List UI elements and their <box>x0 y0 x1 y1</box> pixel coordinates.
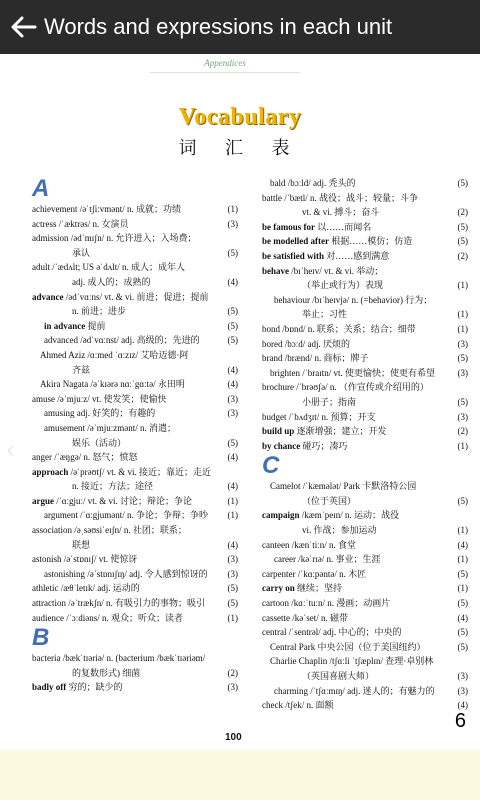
vocab-unit-number: (1) <box>227 612 238 623</box>
vocab-unit-number: (2) <box>457 426 468 437</box>
vocab-entry-text: （英国喜剧大师） <box>302 671 375 681</box>
vocab-entry <box>262 322 468 337</box>
vocab-entry <box>262 220 468 235</box>
page-number: 100 <box>225 732 242 743</box>
vocab-entry <box>32 611 238 626</box>
vocab-unit-number: (5) <box>227 437 238 448</box>
vocab-entry-text: （位于英国） <box>302 495 357 506</box>
vocab-unit-number: (5) <box>457 396 468 407</box>
vocab-unit-number: (5) <box>227 306 238 317</box>
vocab-entry <box>32 494 238 509</box>
vocab-entry <box>32 304 238 319</box>
vocab-entry <box>262 654 468 669</box>
vocab-entry <box>32 377 238 392</box>
vocab-entry-text: Charlie Chaplin /tʃɑːli ˈtʃæplɪn/ 查理·卓别林 <box>270 656 434 667</box>
vocab-unit-number: (1) <box>227 204 238 214</box>
vocab-unit-number: (3) <box>227 218 238 229</box>
vocab-entry <box>32 552 238 567</box>
vocab-unit-number: (1) <box>457 323 468 334</box>
vocab-entry-text: 娱乐（活动） <box>72 437 127 448</box>
vocab-unit-number: (4) <box>227 481 238 492</box>
vocab-entry-text: 齐兹 <box>72 364 91 375</box>
vocab-entry-text: behave /bɪˈheɪv/ vt. & vi. 举动； <box>262 265 384 276</box>
vocab-entry <box>32 217 238 232</box>
vocab-unit-number: (1) <box>457 554 468 565</box>
vocab-unit-number: (1) <box>457 525 468 536</box>
vocab-entry <box>262 410 468 425</box>
vocab-entry <box>262 596 468 611</box>
vocab-entry <box>32 450 238 465</box>
vocab-entry-text: （举止或行为）表现 <box>302 280 384 291</box>
vocab-unit-number: (3) <box>227 554 238 565</box>
vocab-unit-number: (5) <box>457 627 468 638</box>
vocab-entry-text: argue /ˈɑːgjuː/ vt. & vi. 讨论；辩论；争论 <box>32 495 192 506</box>
vocab-entry-text: n. 前进；进步 <box>72 306 127 317</box>
vocab-entry-text: admission /ədˈmɪʃn/ n. 允许进入；入场费； <box>32 233 197 244</box>
next-page-icon[interactable]: › <box>465 434 474 463</box>
vocab-entry <box>262 380 468 395</box>
vocab-entry <box>262 424 468 439</box>
page-header: Appendices <box>150 58 300 73</box>
vocab-entry <box>32 596 238 611</box>
vocab-entry <box>32 436 238 451</box>
vocab-entry-text: attraction /əˈtrækʃn/ n. 有吸引力的事物；吸引 <box>32 598 205 609</box>
vocab-unit-number: (5) <box>457 568 468 579</box>
vocab-entry-text: brochure /ˈbrəʊʃə/ n. （作宣传或介绍用的） <box>262 382 429 393</box>
vocab-unit-number: (4) <box>227 364 238 375</box>
vocab-entry <box>262 508 468 523</box>
vocab-entry-text: bacteria /bækˈtɪəriə/ n. (bacterium /bækˈtɪəriəm/ <box>32 653 206 664</box>
vocab-entry-text: n. 接近；方法；途径 <box>72 481 154 492</box>
vocab-entry <box>262 538 468 553</box>
vocab-entry-text: amusement /əˈmjuːzmənt/ n. 消遣； <box>44 422 176 433</box>
vocab-entry-text: be famous for 以……而闻名 <box>262 221 372 232</box>
vocab-entry-text: Ahmed Aziz /ɑːmed ˈɑːzɪz/ 艾哈迈德·阿 <box>40 349 189 360</box>
vocab-unit-number: (1) <box>457 280 468 291</box>
vocab-entry-text: be satisfied with 对……感到满意 <box>262 250 390 261</box>
vocab-entry-text: argument /ˈɑːgjumənt/ n. 争论；争辩；争吵 <box>44 510 209 521</box>
vocab-entry <box>262 494 468 509</box>
prev-page-icon[interactable]: ‹ <box>6 434 15 463</box>
vocab-entry <box>262 581 468 596</box>
vocab-unit-number: (4) <box>457 539 468 550</box>
vocab-entry <box>262 640 468 655</box>
page-title: Vocabulary <box>178 104 302 130</box>
vocab-entry <box>32 231 238 246</box>
vocab-entry <box>32 333 238 348</box>
vocab-unit-number: (1) <box>227 510 238 521</box>
vocab-entry <box>32 479 238 494</box>
vocab-entry-text: approach /əˈprəʊtʃ/ vt. & vi. 接近；靠近；走近 <box>32 466 212 477</box>
vocab-entry-text: adult /ˈædʌlt; US əˈdʌlt/ n. 成人；成年人 <box>32 262 185 273</box>
vocab-entry-text: astonishing /əˈstɒnɪʃɪŋ/ adj. 令人感到惊讶的 <box>44 568 208 579</box>
vocab-entry <box>32 348 238 363</box>
vocab-unit-number: (5) <box>457 236 468 247</box>
vocab-entry-text: vi. 作战；参加运动 <box>302 525 377 536</box>
vocab-entry-text: Akira Nagata /əˈkɪərə nɑːˈgɑːtə/ 永田明 <box>40 379 185 390</box>
vocab-entry <box>262 191 468 206</box>
vocab-entry <box>262 337 468 352</box>
vocab-unit-number: (3) <box>457 338 468 349</box>
vocab-entry <box>32 202 238 217</box>
vocab-unit-number: (3) <box>457 411 468 422</box>
vocab-entry <box>32 421 238 436</box>
vocab-unit-number: (4) <box>227 379 238 390</box>
vocab-entry-text: amuse /əˈmjuːz/ vt. 使发笑；使愉快 <box>32 393 167 404</box>
vocab-entry-text: anger /ˈæŋgə/ n. 怒气；愤怒 <box>32 452 138 463</box>
vocab-unit-number: (5) <box>227 335 238 346</box>
section-letter-b: B <box>32 624 50 652</box>
vocab-unit-number: (5) <box>457 221 468 232</box>
vocab-entry-text: 的复数形式) 细菌 <box>72 667 141 678</box>
vocab-entry <box>262 684 468 699</box>
vocab-unit-number: (4) <box>227 539 238 550</box>
vocab-entry-text: 承认 <box>72 247 91 258</box>
vocab-entry <box>32 651 238 666</box>
vocab-entry-text: canteen /kænˈtiːn/ n. 食堂 <box>262 539 356 550</box>
vocab-unit-number: (1) <box>227 495 238 506</box>
vocab-unit-number: (4) <box>227 452 238 463</box>
vocab-entry-text: amusing adj. 好笑的；有趣的 <box>44 408 156 419</box>
page-title-chinese: 词 汇 表 <box>178 138 302 158</box>
vocab-unit-number: (2) <box>457 250 468 261</box>
vocab-unit-number: (2) <box>227 667 238 678</box>
vocab-unit-number: (5) <box>457 495 468 506</box>
vocab-entry-text: actress /ˈæktrəs/ n. 女演员 <box>32 218 129 229</box>
vocab-entry <box>262 698 468 713</box>
vocab-entry-text: audience /ˈɔːdiəns/ n. 观众；听众；读者 <box>32 612 183 623</box>
vocab-entry <box>32 260 238 275</box>
vocab-entry-text: carpenter /ˈkɑːpəntə/ n. 木匠 <box>262 568 367 579</box>
back-arrow-icon <box>9 12 39 42</box>
vocab-entry-text: battle /ˈbætl/ n. 战役；战斗；较量；斗争 <box>262 192 418 203</box>
vocab-entry <box>262 523 468 538</box>
vocab-entry-text: brand /brænd/ n. 商标；牌子 <box>262 353 369 364</box>
vocab-entry-text: bald /bɔːld/ adj. 秃头的 <box>270 178 356 188</box>
vocab-unit-number: (5) <box>227 247 238 258</box>
vocab-entry <box>262 278 468 293</box>
vocab-entry <box>262 234 468 249</box>
app-bar <box>0 0 480 54</box>
vocab-entry <box>32 523 238 538</box>
vocab-unit-number: (5) <box>227 583 238 594</box>
app-bar-title: Words and expressions in each unit <box>44 14 393 39</box>
vocab-entry-text: 举止；习性 <box>302 309 348 320</box>
vocab-unit-number: (4) <box>227 276 238 287</box>
vocab-unit-number: (3) <box>457 671 468 681</box>
vocab-entry-text: astonish /əˈstɒnɪʃ/ vt. 使惊讶 <box>32 554 138 565</box>
vocab-entry-text: Central Park 中央公园（位于美国纽约） <box>270 641 426 652</box>
vocab-entry <box>262 307 468 322</box>
book-page[interactable] <box>0 54 480 750</box>
vocab-entry <box>32 465 238 480</box>
vocab-unit-number: (2) <box>457 207 468 218</box>
back-button[interactable] <box>0 0 48 54</box>
left-column <box>32 176 238 695</box>
vocab-entry <box>32 567 238 582</box>
vocab-entry <box>262 366 468 381</box>
vocab-entry-text: badly off 穷的；缺少的 <box>32 682 123 693</box>
vocab-entry <box>262 479 468 494</box>
vocab-unit-number: (3) <box>227 393 238 404</box>
vocab-entry <box>32 246 238 261</box>
vocab-entry-text: be modelled after 根据……模仿；仿造 <box>262 236 413 247</box>
vocab-entry-text: career /kəˈrɪə/ n. 事业；生涯 <box>274 554 381 565</box>
vocab-entry <box>32 290 238 305</box>
vocab-entry-text: central /ˈsentrəl/ adj. 中心的；中央的 <box>262 627 402 638</box>
vocab-entry-text: bond /bɒnd/ n. 联系；关系；结合；细带 <box>262 323 416 334</box>
vocab-entry-text: adj. 成人的；成熟的 <box>72 276 151 287</box>
vocab-entry-text: vt. & vi. 搏斗；奋斗 <box>302 207 380 218</box>
vocab-entry-text: in advance 提前 <box>44 320 106 331</box>
vocab-entry <box>262 205 468 220</box>
vocab-entry <box>32 538 238 553</box>
vocab-entry-text: charming /ˈtʃɑːmɪŋ/ adj. 迷人的；有魅力的 <box>274 685 435 696</box>
vocab-unit-number: (5) <box>227 598 238 609</box>
vocab-unit-number: (3) <box>227 408 238 419</box>
vocab-entry-text: 小册子；指南 <box>302 396 357 407</box>
vocab-entry-text: budget /ˈbʌdʒɪt/ n. 预算；开支 <box>262 411 376 422</box>
vocab-entry-text: check /tʃek/ n. 面额 <box>262 700 334 711</box>
vocab-unit-number: (4) <box>457 612 468 623</box>
vocab-unit-number: (5) <box>227 320 238 331</box>
vocab-entry <box>32 666 238 681</box>
vocab-unit-number: (3) <box>457 367 468 378</box>
vocab-entry <box>32 275 238 290</box>
vocab-unit-number: (5) <box>457 598 468 609</box>
vocab-entry <box>262 439 468 454</box>
vocab-entry-text: advanced /ədˈvɑːnst/ adj. 高级的；先进的 <box>44 335 200 346</box>
vocab-entry <box>262 264 468 279</box>
vocab-unit-number: (5) <box>457 353 468 364</box>
vocab-unit-number: (3) <box>227 682 238 693</box>
vocab-entry-text: cassette /kəˈset/ n. 磁带 <box>262 612 348 623</box>
right-column <box>262 176 468 713</box>
section-letter-a: A <box>32 175 50 202</box>
vocab-entry <box>32 581 238 596</box>
vocab-entry <box>262 567 468 582</box>
vocab-unit-number: (1) <box>457 309 468 320</box>
vocab-entry <box>32 406 238 421</box>
vocab-entry <box>262 249 468 264</box>
vocab-entry <box>262 351 468 366</box>
vocab-entry-text: achievement /əˈtʃiːvmənt/ n. 成就；功绩 <box>32 204 181 214</box>
vocab-unit-number: (4) <box>457 700 468 711</box>
vocab-entry-text: by chance 碰巧；凑巧 <box>262 440 348 451</box>
vocab-unit-number: (1) <box>457 440 468 451</box>
bottom-band <box>0 750 480 800</box>
vocab-entry <box>262 395 468 410</box>
vocab-entry-text: behaviour /bɪˈheɪvjə/ n. (=behavior) 行为； <box>274 294 433 305</box>
vocab-entry <box>32 319 238 334</box>
vocab-unit-number: (1) <box>457 583 468 594</box>
vocab-entry <box>32 680 238 695</box>
page-index-counter: 6 <box>454 710 466 732</box>
vocab-entry <box>32 508 238 523</box>
vocab-entry-text: cartoon /kɑːˈtuːn/ n. 漫画；动画片 <box>262 598 391 609</box>
vocab-unit-number: (3) <box>227 568 238 579</box>
vocab-entry-text: Camelot /ˈkæmələt/ Park 卡默洛特公园 <box>270 481 417 492</box>
vocab-entry <box>262 176 468 191</box>
vocab-entry-text: advance /ədˈvɑːns/ vt. & vi. 前进；促进；提前 <box>32 291 209 302</box>
vocab-entry-text: association /əˌsəʊsiˈeɪʃn/ n. 社团；联系； <box>32 525 187 536</box>
vocab-entry-text: campaign /kæmˈpeɪn/ n. 运动；战役 <box>262 510 400 521</box>
vocab-unit-number: (3) <box>457 685 468 696</box>
vocab-entry <box>32 392 238 407</box>
vocab-entry <box>262 669 468 684</box>
vocab-entry-text: 联想 <box>72 539 91 550</box>
vocab-entry-text: carry on 继续；坚持 <box>262 583 343 594</box>
vocab-entry-text: brighten /ˈbraɪtn/ vt. 使更愉快；使更有希望 <box>270 367 435 378</box>
vocab-entry-text: build up 逐渐增强；建立；开发 <box>262 426 387 437</box>
vocab-entry-text: bored /bɔːd/ adj. 厌烦的 <box>262 338 350 349</box>
vocab-entry-text: athletic /æθˈletɪk/ adj. 运动的 <box>32 583 140 594</box>
vocab-unit-number: (5) <box>457 178 468 188</box>
vocab-entry <box>262 625 468 640</box>
vocab-unit-number: (5) <box>457 641 468 652</box>
vocab-entry <box>262 293 468 308</box>
section-letter-c: C <box>262 452 280 480</box>
vocab-entry <box>262 611 468 626</box>
vocab-entry <box>32 363 238 378</box>
vocab-entry <box>262 552 468 567</box>
